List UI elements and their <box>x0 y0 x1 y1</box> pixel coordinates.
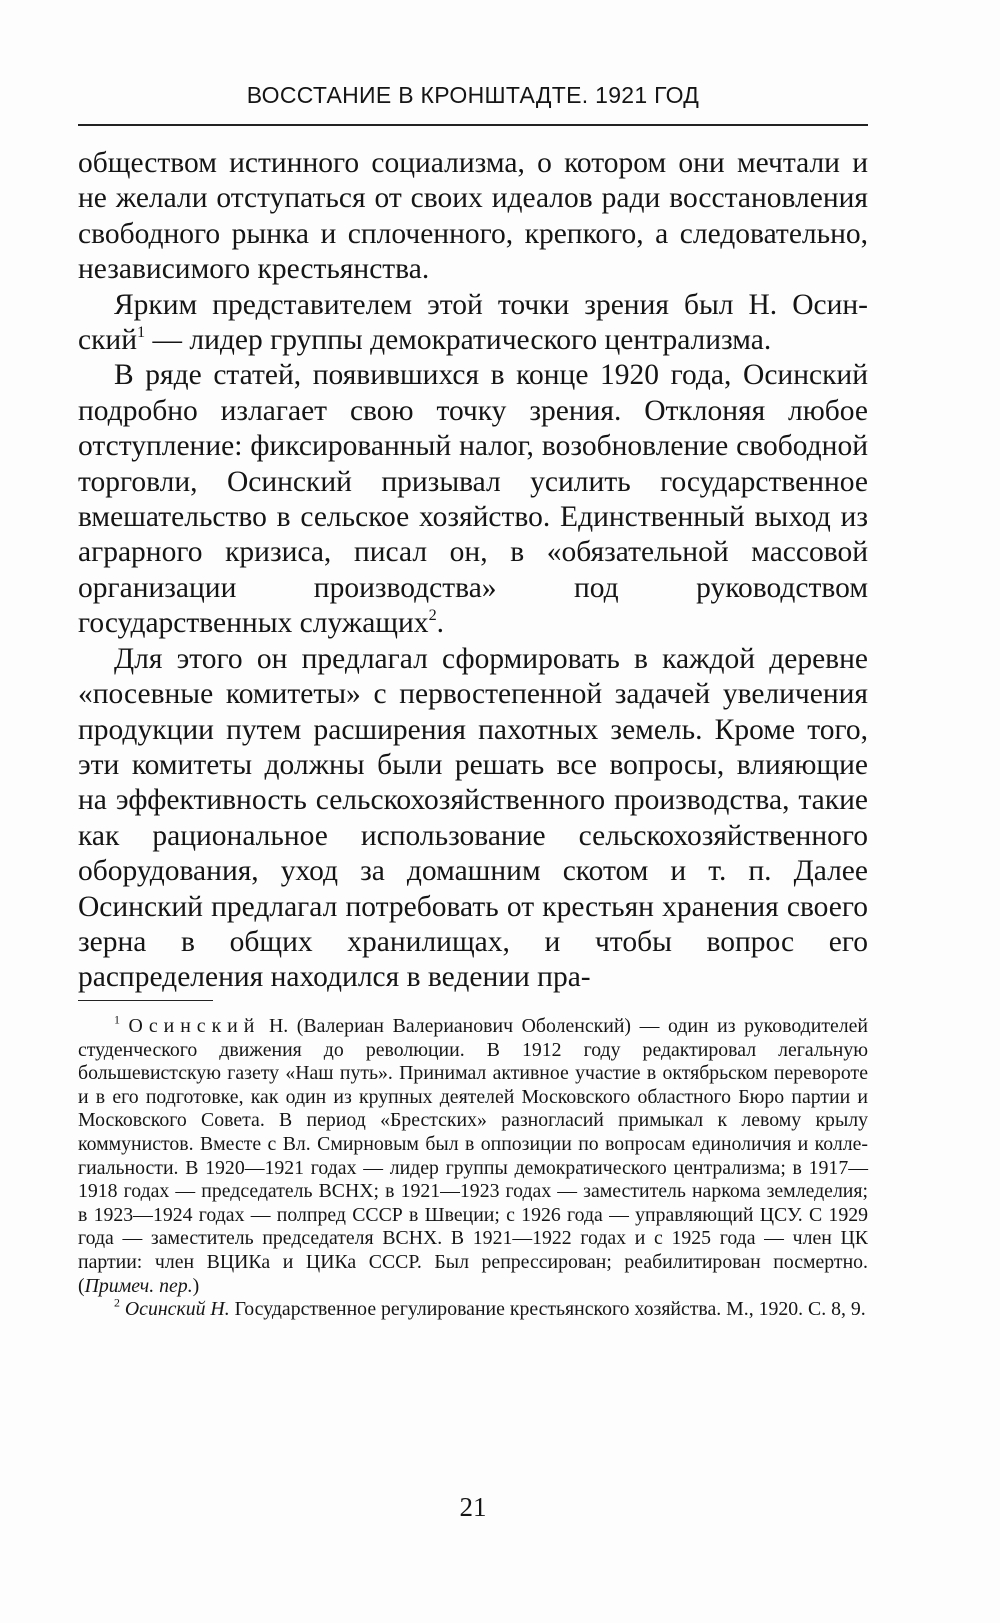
paragraph-3: В ряде статей, появившихся в конце 1920 года, Осинский подробно излагает свою точку зрения. Отклоняя любое отступление: фиксированный налог, возобновление свободной торговли, Осинский призывал усилить государственное вмешательство в сельское хозяйство. Единственный выход из аграрного кризиса, писал он, в «обязательной массовой организации производства» под руководством государственных служащих$^2$. <box>78 359 868 640</box>
footnote-separator <box>78 1000 213 1001</box>
paragraph-4: Для этого он предлагал сформировать в каждой деревне «посевные комитеты» с первостепенной задачей увеличения продукции путем расширения пахотных земель. Кроме того, эти комитеты должны были решать все вопросы, влияющие на эффективность сельскохозяйственного производства, такие как рациональное использование сельскохозяйственного оборудования, уход за домашним скотом и т. п. Далее Осинский предлагал потребовать от крестьян хранения своего зерна в общих хранилищах, и чтобы вопрос его распределения находился в ведении пра- <box>78 642 868 994</box>
header-rule <box>78 124 868 126</box>
footnote-ref-1: 1 <box>137 322 146 341</box>
footnotes <box>78 1012 868 1322</box>
footnote-2: $^2$ Осинский Н. Государственное регулирование крестьянского хозяйства. М., 1920. С. 8, 9. <box>114 1295 866 1321</box>
footnote-2-author: Осинский Н. <box>124 1298 230 1321</box>
page-number: 21 <box>459 1492 487 1522</box>
main-text <box>78 146 868 996</box>
footnote-1: $^1$ Осинский Н. (Валериан Валерианович Оболенский) — один из руководителей студенческого движения до революции. В 1912 году редактировал легальную большевистскую газету «Наш путь». Принимал активное участие в октябрьском перевороте и в его подготовке, как один из крупных деятелей Московского областного Бюро партии и Московского Совета. В период «Брестских» разногласий примыкал к левому крылу коммунистов. Вместе с Вл. Смирновым был в оппозиции по вопросам единоличия и коллегиальности. В 1920—1921 годах — лидер группы демократического централизма; в 1917—1918 годах — председатель ВСНХ; в 1921—1923 годах — заместитель наркома земледелия; в 1923—1924 годах — полпред СССР в Швеции; с 1926 года — управляющий ЦСУ. С 1929 года — заместитель председателя ВСНХ. В 1921—1922 годах и с 1925 года — член ЦК партии: член ВЦИКа и ЦИКа СССР. Был репрессирован; реабилитирован посмертно. (Примеч. пер.) <box>78 1012 868 1297</box>
paragraph-1: обществом истинного социализма, о котором они мечтали и не желали отступаться от своих идеалов ради восстановления свободного рынка и сплоченного, крепкого, а следовательно, независимого крестьянства. <box>78 147 868 286</box>
footnote-1-author: Осинский <box>128 1015 261 1037</box>
paragraph-2: Ярким представителем этой точки зрения был Н. Осинский$^1$ — лидер группы демократического централизма. <box>78 288 868 357</box>
footnote-ref-2: 2 <box>428 606 437 625</box>
footnote-2-mark: 2 <box>114 1295 120 1310</box>
running-header: ВОССТАНИЕ В КРОНШТАДТЕ. 1921 ГОД <box>246 82 700 108</box>
footnote-1-mark: 1 <box>114 1012 120 1027</box>
